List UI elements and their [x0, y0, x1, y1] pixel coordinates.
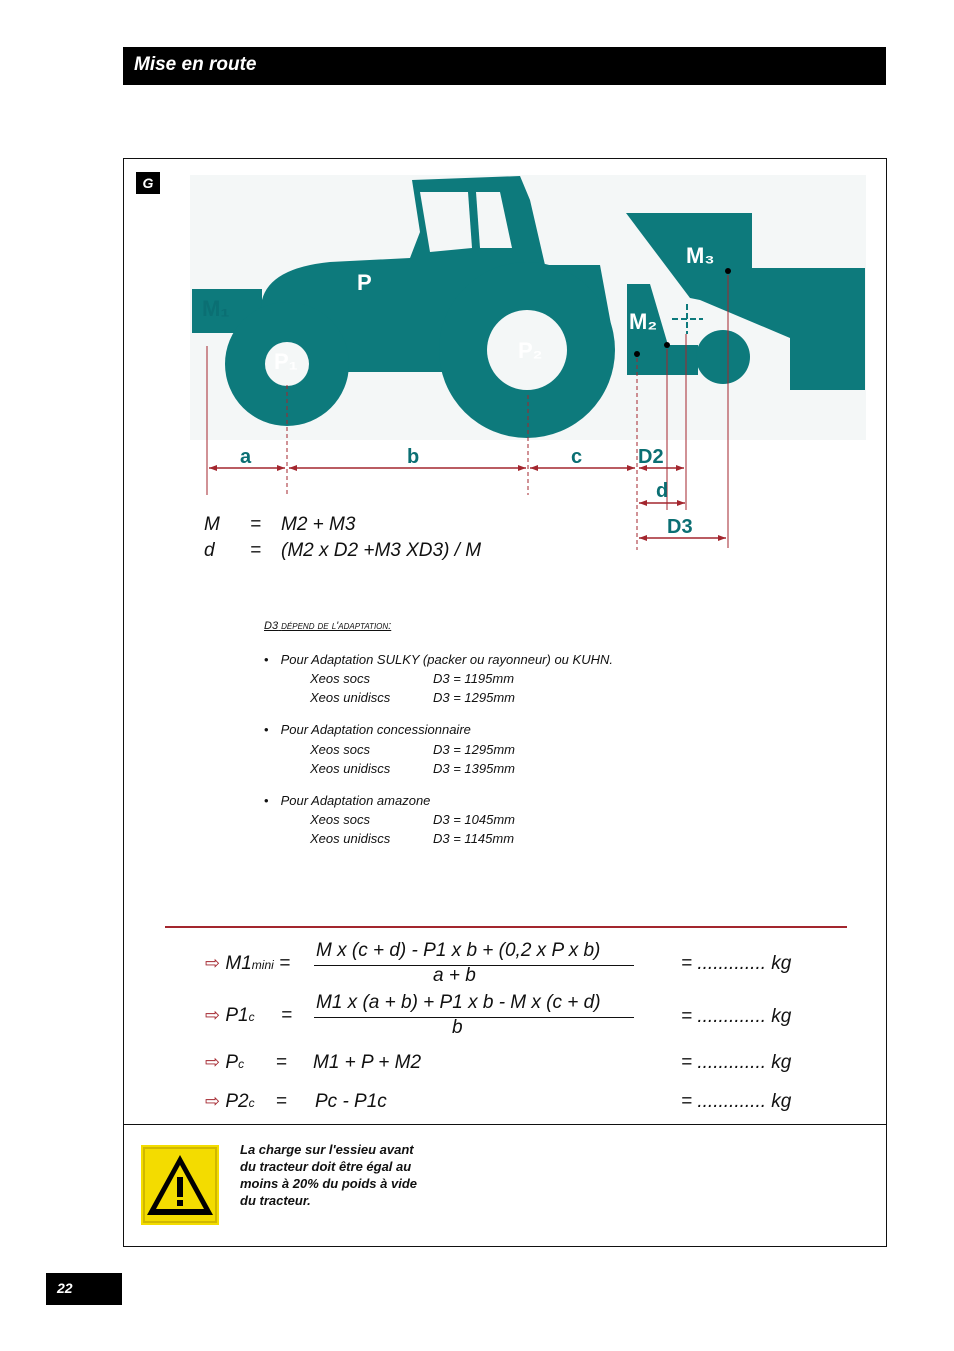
- calc-p1c-result: = ............. kg: [681, 1006, 792, 1027]
- dim-label-a: a: [240, 446, 252, 468]
- point-m2b: [664, 342, 670, 348]
- formula-d-eq: =: [250, 540, 262, 561]
- notes-group-label: Pour Adaptation SULKY (packer ou rayonneur) ou KUHN.: [280, 652, 613, 667]
- notes-row-value: D3 = 1295mm: [433, 742, 516, 757]
- hopper-roller: [696, 330, 750, 384]
- notes-row-value: D3 = 1195mm: [433, 671, 515, 686]
- formula-m-rhs: M2 + M3: [281, 514, 356, 535]
- calc-p2c-label: ⇨ P2c =: [205, 1091, 287, 1112]
- warning-icon: [141, 1145, 219, 1225]
- notes-row-name: Xeos socs: [310, 742, 370, 757]
- dim-label-d3: D3: [667, 516, 693, 538]
- calc-pc-label: ⇨ Pc =: [205, 1052, 287, 1073]
- arrow-icon: ⇨: [205, 953, 221, 973]
- notes-row-value: D3 = 1045mm: [433, 812, 516, 827]
- calc-m1mini-denominator: a + b: [433, 965, 476, 986]
- notes-row-value: D3 = 1395mm: [433, 761, 516, 776]
- formula-d-lhs: d: [204, 540, 215, 561]
- separator-rule: [165, 926, 847, 928]
- fraction-bar: [314, 1017, 634, 1018]
- page-number-box: [46, 1273, 122, 1305]
- notes-group-label: Pour Adaptation concessionnaire: [280, 722, 471, 737]
- calc-m1mini-numerator: M x (c + d) - P1 x b + (0,2 x P x b): [316, 940, 601, 961]
- notes-row-value: D3 = 1145mm: [433, 831, 515, 846]
- dim-label-d2: D2: [638, 446, 664, 468]
- label-p1: P₁: [274, 349, 298, 374]
- formula-m-lhs: M: [204, 514, 220, 535]
- formula-m-eq: =: [250, 514, 262, 535]
- notes-group-label: Pour Adaptation amazone: [280, 793, 431, 808]
- label-m2: M₂: [629, 309, 658, 334]
- dim-label-c: c: [571, 446, 583, 468]
- figure-badge: G: [136, 172, 160, 194]
- calc-m1mini-label: ⇨ M1mini =: [205, 953, 291, 974]
- arrow-icon: ⇨: [205, 1005, 221, 1025]
- notes-row-name: Xeos unidiscs: [310, 690, 391, 705]
- calc-p2c-rhs: Pc - P1c: [315, 1091, 387, 1112]
- label-p2: P₂: [518, 338, 543, 363]
- calc-p1c-numerator: M1 x (a + b) + P1 x b - M x (c + d): [316, 992, 601, 1013]
- notes-row-name: Xeos unidiscs: [310, 761, 391, 776]
- notes-row-value: D3 = 1295mm: [433, 690, 516, 705]
- calc-pc-result: = ............. kg: [681, 1052, 792, 1073]
- notes-row-name: Xeos unidiscs: [310, 831, 391, 846]
- point-m2a: [634, 351, 640, 357]
- notes-group-2: • Pour Adaptation concessionnaire: [264, 722, 471, 737]
- notes-row-name: Xeos socs: [310, 812, 370, 827]
- label-m1: M₁: [202, 296, 230, 321]
- dim-label-b: b: [407, 446, 420, 468]
- warning-text: La charge sur l'essieu avant du tracteur doit être égal au moins à 20% du poids à vide du tracteur.: [240, 1142, 417, 1208]
- section-title: Mise en route: [134, 54, 257, 75]
- notes-title-rest: dépend de l'adaptation:: [281, 620, 392, 632]
- notes-title: [264, 620, 391, 632]
- calc-p1c-denominator: b: [452, 1017, 463, 1038]
- point-m3: [725, 268, 731, 274]
- notes-row-name: Xeos socs: [310, 671, 370, 686]
- label-m3: M₃: [686, 243, 715, 268]
- notes-group-3: • Pour Adaptation amazone: [264, 793, 431, 808]
- notes-title-prefix: D3: [264, 620, 279, 632]
- dim-label-d: d: [656, 480, 669, 502]
- calc-p1c-label: ⇨ P1c =: [205, 1005, 293, 1026]
- calc-p2c-result: = ............. kg: [681, 1091, 792, 1112]
- arrow-icon: ⇨: [205, 1052, 221, 1072]
- notes-group-1: • Pour Adaptation SULKY (packer ou rayonneur) ou KUHN.: [264, 652, 613, 667]
- label-p: P: [357, 270, 372, 295]
- page-number: 22: [57, 1280, 73, 1296]
- calc-m1mini-result: = ............. kg: [681, 953, 792, 974]
- formula-d-rhs: (M2 x D2 +M3 XD3) / M: [281, 540, 482, 561]
- calc-pc-rhs: M1 + P + M2: [313, 1052, 422, 1073]
- arrow-icon: ⇨: [205, 1091, 221, 1111]
